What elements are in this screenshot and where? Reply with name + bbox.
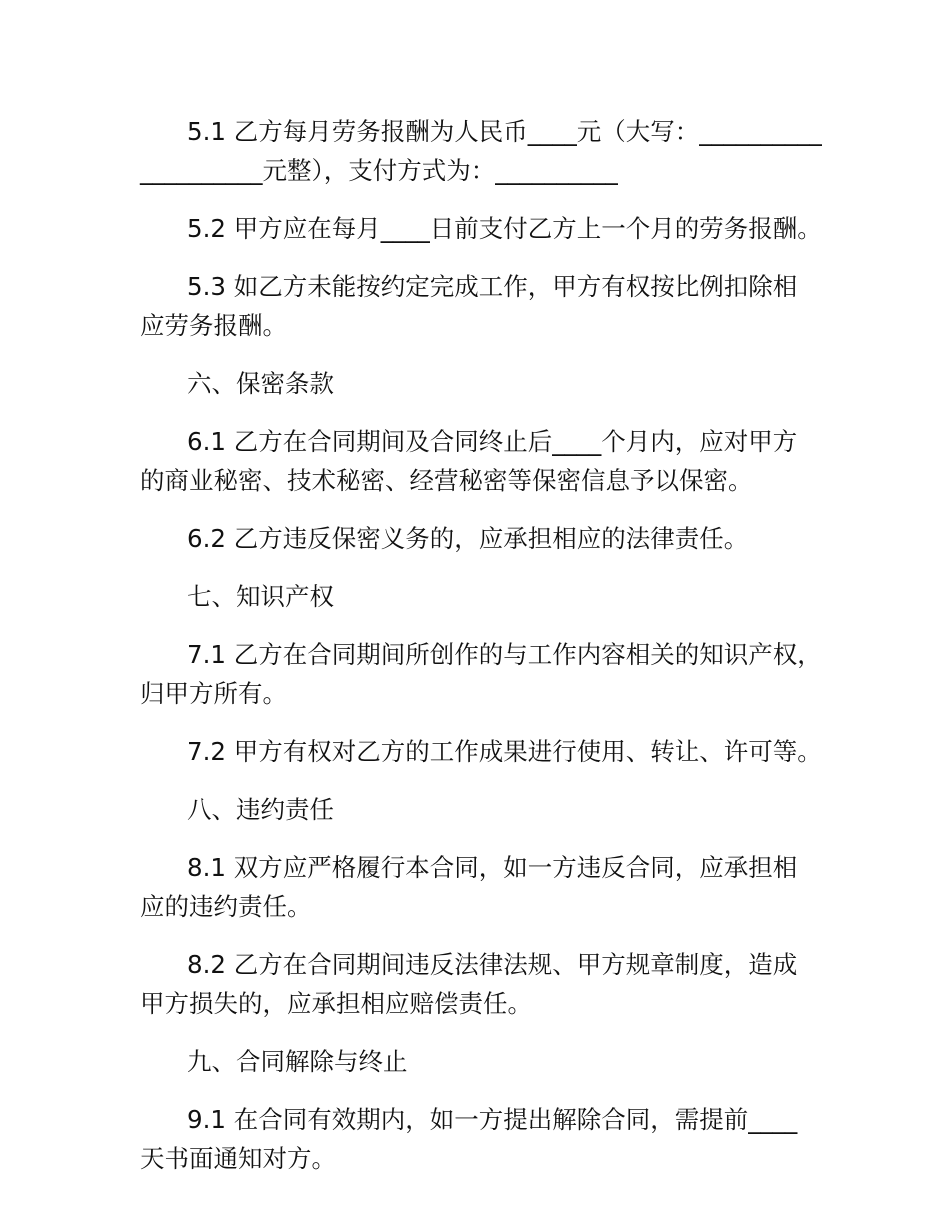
- clause-5-3: 5.3 如乙方未能按约定完成工作，甲方有权按比例扣除相 应劳务报酬。: [140, 272, 798, 340]
- heading-7: 七、知识产权: [187, 582, 334, 611]
- heading-9: 九、合同解除与终止: [187, 1047, 408, 1076]
- clause-9-1: 9.1 在合同有效期内，如一方提出解除合同，需提前____ 天书面通知对方。: [140, 1105, 798, 1173]
- clause-8-2: 8.2 乙方在合同期间违反法律法规、甲方规章制度，造成 甲方损失的，应承担相应赔偿责任。: [140, 950, 798, 1018]
- clause-5-2: 5.2 甲方应在每月____日前支付乙方上一个月的劳务报酬。: [187, 214, 822, 243]
- clause-6-1: 6.1 乙方在合同期间及合同终止后____个月内，应对甲方 的商业秘密、技术秘密、经营秘密等保密信息予以保密。: [140, 427, 798, 495]
- clause-8-1: 8.1 双方应严格履行本合同，如一方违反合同，应承担相 应的违约责任。: [140, 853, 798, 921]
- clause-7-2: 7.2 甲方有权对乙方的工作成果进行使用、转让、许可等。: [187, 737, 822, 766]
- clause-6-2: 6.2 乙方违反保密义务的，应承担相应的法律责任。: [187, 524, 749, 553]
- document-page: [140, 112, 822, 1197]
- heading-6: 六、保密条款: [187, 369, 334, 398]
- heading-8: 八、违约责任: [187, 795, 334, 824]
- clause-7-1: 7.1 乙方在合同期间所创作的与工作内容相关的知识产权， 归甲方所有。: [140, 640, 822, 708]
- clause-5-1: 5.1 乙方每月劳务报酬为人民币____元（大写：__________ __________元整），支付方式为：__________: [140, 117, 822, 185]
